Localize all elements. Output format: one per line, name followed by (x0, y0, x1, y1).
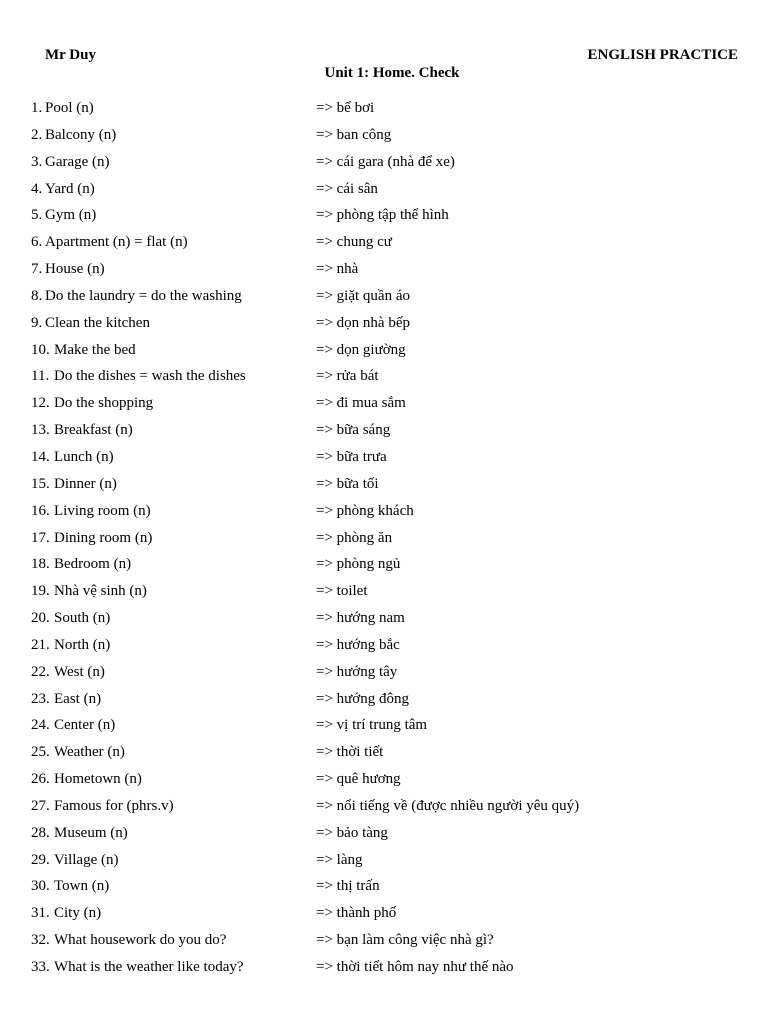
vocab-term: West (n) (54, 663, 105, 680)
vocab-item (31, 205, 751, 232)
vocab-term: Apartment (n) = flat (n) (45, 234, 188, 251)
vocab-term: Pool (n) (45, 100, 94, 116)
vocab-item (31, 125, 751, 152)
vocab-item (31, 420, 751, 447)
vocab-meaning: => phòng ăn (316, 529, 393, 546)
vocab-meaning: => bữa sáng (316, 422, 391, 439)
vocab-meaning: => toilet (316, 583, 368, 600)
vocab-item (31, 366, 751, 393)
vocab-number: 23. (31, 690, 50, 707)
vocab-item (31, 393, 751, 420)
vocab-number: 5. (31, 207, 43, 224)
vocab-term: Breakfast (n) (54, 422, 133, 439)
vocab-meaning: => bạn làm công việc nhà gì? (316, 932, 494, 949)
vocab-number: 24. (31, 717, 50, 734)
vocab-meaning: => nổi tiếng về (được nhiều người yêu quý) (316, 797, 580, 814)
vocab-item (31, 742, 751, 769)
vocab-meaning: => thành phố (316, 905, 397, 922)
vocab-meaning: => hướng đông (316, 690, 409, 707)
vocab-number: 10. (31, 341, 50, 358)
vocab-item (31, 715, 751, 742)
vocab-number: 25. (31, 744, 50, 761)
vocab-meaning: => dọn giường (316, 341, 406, 358)
vocab-number: 1. (31, 100, 43, 116)
vocab-meaning: => phòng khách (316, 502, 414, 519)
vocab-meaning: => chung cư (316, 234, 392, 251)
vocab-item (31, 689, 751, 716)
vocab-term: East (n) (54, 690, 102, 707)
vocab-item (31, 340, 751, 367)
vocab-term: Do the shopping (54, 395, 154, 412)
vocab-meaning: => nhà (316, 261, 359, 278)
vocab-item (31, 581, 751, 608)
vocab-meaning: => giặt quần áo (316, 287, 410, 304)
vocab-number: 29. (31, 851, 50, 868)
vocab-number: 6. (31, 234, 43, 251)
vocab-item (31, 232, 751, 259)
vocab-item (31, 608, 751, 635)
vocab-meaning: => hướng tây (316, 663, 398, 680)
vocab-item (31, 179, 751, 206)
vocab-number: 31. (31, 905, 50, 922)
vocab-number: 33. (31, 959, 50, 975)
vocab-meaning: => thị trấn (316, 878, 380, 895)
vocab-term: Do the laundry = do the washing (45, 287, 242, 304)
vocab-item (31, 903, 751, 930)
vocab-number: 21. (31, 636, 50, 653)
vocab-number: 15. (31, 475, 50, 492)
vocab-term: Center (n) (54, 717, 116, 734)
vocab-number: 32. (31, 932, 50, 949)
vocabulary-list (31, 98, 751, 984)
vocab-number: 7. (31, 261, 43, 278)
vocab-meaning: => bể bơi (316, 100, 375, 116)
vocab-term: Do the dishes = wash the dishes (54, 368, 246, 385)
subject-label: ENGLISH PRACTICE (587, 47, 738, 63)
vocab-number: 8. (31, 287, 43, 304)
vocab-item (31, 447, 751, 474)
vocab-item (31, 769, 751, 796)
vocab-number: 16. (31, 502, 50, 519)
vocab-term: Bedroom (n) (54, 556, 132, 573)
vocab-item (31, 850, 751, 877)
vocab-meaning: => bữa tối (316, 475, 379, 492)
vocab-term: South (n) (54, 610, 111, 627)
vocab-number: 26. (31, 771, 50, 788)
vocab-term: Yard (n) (45, 180, 95, 197)
vocab-meaning: => cái gara (nhà để xe) (316, 153, 455, 170)
vocab-meaning: => bữa trưa (316, 448, 387, 465)
vocab-term: Famous for (phrs.v) (54, 797, 174, 814)
vocab-meaning: => rửa bát (316, 368, 379, 385)
vocab-number: 20. (31, 610, 50, 627)
vocab-term: City (n) (54, 905, 102, 922)
vocab-item (31, 957, 751, 984)
vocab-term: Garage (n) (45, 153, 110, 170)
vocab-meaning: => dọn nhà bếp (316, 314, 410, 331)
vocab-term: Weather (n) (54, 744, 125, 761)
vocab-item (31, 823, 751, 850)
vocab-meaning: => thời tiết (316, 744, 384, 761)
vocab-meaning: => hướng bắc (316, 636, 400, 653)
vocab-meaning: => làng (316, 851, 363, 868)
vocab-term: What housework do you do? (54, 932, 227, 949)
vocab-number: 2. (31, 126, 43, 143)
vocab-number: 12. (31, 395, 50, 412)
vocab-item (31, 662, 751, 689)
vocab-meaning: => phòng tập thể hình (316, 207, 449, 224)
vocab-meaning: => thời tiết hôm nay như thế nào (316, 959, 514, 975)
vocab-number: 13. (31, 422, 50, 439)
vocab-meaning: => bảo tàng (316, 824, 388, 841)
vocab-meaning: => hướng nam (316, 610, 405, 627)
vocab-item (31, 286, 751, 313)
vocab-number: 17. (31, 529, 50, 546)
vocab-term: Lunch (n) (54, 448, 114, 465)
vocab-number: 19. (31, 583, 50, 600)
vocab-term: Hometown (n) (54, 771, 142, 788)
vocab-meaning: => vị trí trung tâm (316, 717, 428, 734)
vocab-number: 4. (31, 180, 43, 197)
vocab-term: House (n) (45, 261, 105, 278)
vocab-item (31, 876, 751, 903)
vocab-term: Clean the kitchen (45, 314, 150, 331)
vocab-term: Living room (n) (54, 502, 151, 519)
vocab-item (31, 98, 751, 125)
vocab-number: 27. (31, 797, 50, 814)
vocab-item (31, 313, 751, 340)
vocab-item (31, 474, 751, 501)
vocab-number: 18. (31, 556, 50, 573)
vocab-meaning: => đi mua sắm (316, 395, 406, 412)
vocab-item (31, 501, 751, 528)
vocab-item (31, 930, 751, 957)
author-name: Mr Duy (45, 47, 96, 63)
vocab-term: Nhà vệ sinh (n) (54, 583, 147, 600)
vocab-number: 14. (31, 448, 50, 465)
vocab-item (31, 554, 751, 581)
vocab-term: Make the bed (54, 341, 136, 358)
vocab-number: 30. (31, 878, 50, 895)
vocab-meaning: => cái sân (316, 180, 378, 197)
document-title: Unit 1: Home. Check (324, 65, 460, 81)
vocab-term: Gym (n) (45, 207, 97, 224)
vocab-item (31, 635, 751, 662)
vocab-number: 3. (31, 153, 43, 170)
vocab-term: Museum (n) (54, 824, 128, 841)
vocab-number: 28. (31, 824, 50, 841)
vocab-term: North (n) (54, 636, 111, 653)
vocab-item (31, 796, 751, 823)
vocab-term: What is the weather like today? (54, 959, 244, 975)
vocab-meaning: => quê hương (316, 771, 401, 788)
vocab-number: 22. (31, 663, 50, 680)
vocab-term: Town (n) (54, 878, 110, 895)
vocab-meaning: => ban công (316, 126, 392, 143)
vocab-item (31, 528, 751, 555)
vocab-term: Dinner (n) (54, 475, 117, 492)
vocab-item (31, 259, 751, 286)
vocab-number: 11. (31, 368, 50, 385)
vocab-item (31, 152, 751, 179)
vocab-term: Village (n) (54, 851, 119, 868)
vocab-meaning: => phòng ngủ (316, 556, 401, 573)
vocab-term: Dining room (n) (54, 529, 153, 546)
vocab-number: 9. (31, 314, 43, 331)
vocab-term: Balcony (n) (45, 126, 117, 143)
